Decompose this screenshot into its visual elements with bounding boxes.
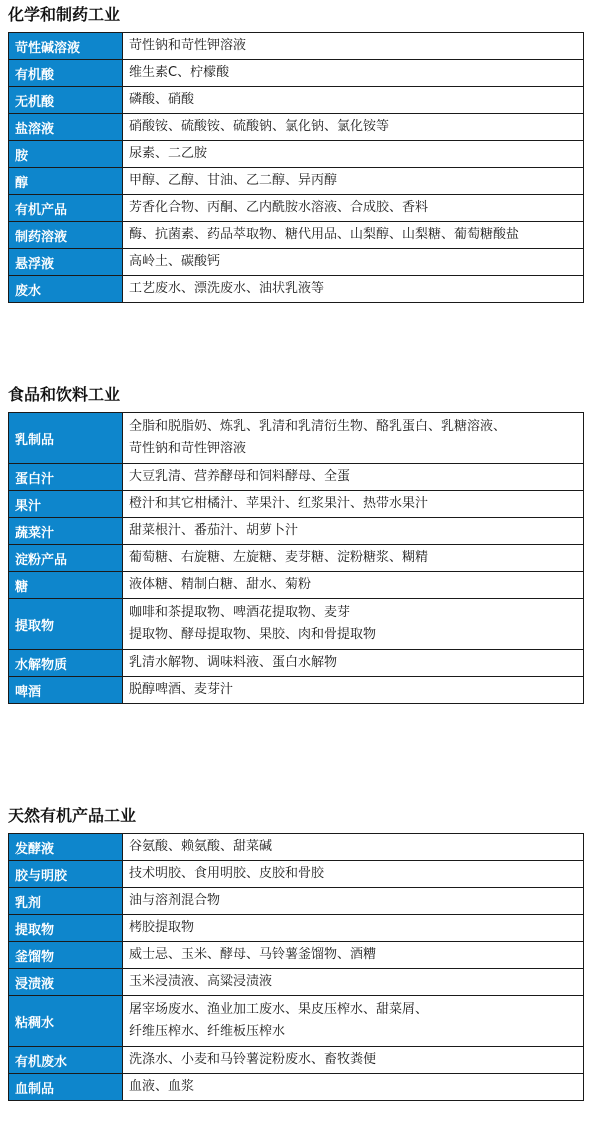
category-cell: 果汁 xyxy=(9,491,123,518)
value-cell: 橙汁和其它柑橘汁、苹果汁、红浆果汁、热带水果汁 xyxy=(123,491,584,518)
section-natural-organic xyxy=(8,805,584,1101)
section-title: 天然有机产品工业 xyxy=(8,806,137,825)
table-row xyxy=(9,572,584,599)
value-cell: 磷酸、硝酸 xyxy=(123,87,584,114)
value-cell: 油与溶剂混合物 xyxy=(123,888,584,915)
table-row xyxy=(9,888,584,915)
table-row xyxy=(9,249,584,276)
category-cell: 蔬菜汁 xyxy=(9,518,123,545)
category-cell: 有机废水 xyxy=(9,1047,123,1074)
section-title: 化学和制药工业 xyxy=(8,5,121,24)
table-row xyxy=(9,599,584,650)
value-cell: 尿素、二乙胺 xyxy=(123,141,584,168)
table-row xyxy=(9,1074,584,1101)
category-cell: 有机产品 xyxy=(9,195,123,222)
table-row xyxy=(9,413,584,464)
table-row xyxy=(9,1047,584,1074)
table-row xyxy=(9,87,584,114)
category-cell: 制药溶液 xyxy=(9,222,123,249)
category-cell: 提取物 xyxy=(9,915,123,942)
category-cell: 胺 xyxy=(9,141,123,168)
value-cell: 咖啡和茶提取物、啤酒花提取物、麦芽 提取物、酵母提取物、果胶、肉和骨提取物 xyxy=(123,599,584,650)
table-row xyxy=(9,518,584,545)
value-cell: 脱醇啤酒、麦芽汁 xyxy=(123,677,584,704)
value-cell: 维生素C、柠檬酸 xyxy=(123,60,584,87)
section-chemical xyxy=(8,4,584,303)
value-cell: 威士忌、玉米、酵母、马铃薯釜馏物、酒糟 xyxy=(123,942,584,969)
table-row xyxy=(9,942,584,969)
value-cell: 玉米浸渍液、高粱浸渍液 xyxy=(123,969,584,996)
table-row xyxy=(9,33,584,60)
category-cell: 乳剂 xyxy=(9,888,123,915)
category-cell: 淀粉产品 xyxy=(9,545,123,572)
value-cell: 工艺废水、漂洗废水、油状乳液等 xyxy=(123,276,584,303)
value-cell: 栲胶提取物 xyxy=(123,915,584,942)
value-cell: 屠宰场废水、渔业加工废水、果皮压榨水、甜菜屑、 纤维压榨水、纤维板压榨水 xyxy=(123,996,584,1047)
category-cell: 提取物 xyxy=(9,599,123,650)
table-row xyxy=(9,491,584,518)
value-cell: 血液、血浆 xyxy=(123,1074,584,1101)
table-row xyxy=(9,650,584,677)
category-cell: 废水 xyxy=(9,276,123,303)
table-row xyxy=(9,276,584,303)
value-cell: 技术明胶、食用明胶、皮胶和骨胶 xyxy=(123,861,584,888)
value-cell: 洗涤水、小麦和马铃薯淀粉废水、畜牧粪便 xyxy=(123,1047,584,1074)
table-row xyxy=(9,60,584,87)
table-row xyxy=(9,915,584,942)
category-cell: 有机酸 xyxy=(9,60,123,87)
section-title: 食品和饮料工业 xyxy=(8,385,121,404)
category-cell: 醇 xyxy=(9,168,123,195)
table-row xyxy=(9,141,584,168)
value-cell: 谷氨酸、赖氨酸、甜菜碱 xyxy=(123,834,584,861)
table-row xyxy=(9,861,584,888)
category-cell: 苛性碱溶液 xyxy=(9,33,123,60)
table-row xyxy=(9,195,584,222)
value-cell: 大豆乳清、营养酵母和饲料酵母、全蛋 xyxy=(123,464,584,491)
category-table xyxy=(8,32,584,303)
value-cell: 液体糖、精制白糖、甜水、菊粉 xyxy=(123,572,584,599)
category-cell: 盐溶液 xyxy=(9,114,123,141)
category-cell: 发酵液 xyxy=(9,834,123,861)
table-row xyxy=(9,464,584,491)
value-cell: 甲醇、乙醇、甘油、乙二醇、异丙醇 xyxy=(123,168,584,195)
category-cell: 浸渍液 xyxy=(9,969,123,996)
table-row xyxy=(9,834,584,861)
table-row xyxy=(9,677,584,704)
category-cell: 粘稠水 xyxy=(9,996,123,1047)
table-row xyxy=(9,969,584,996)
table-row xyxy=(9,545,584,572)
category-cell: 水解物质 xyxy=(9,650,123,677)
value-cell: 葡萄糖、右旋糖、左旋糖、麦芽糖、淀粉糖浆、糊精 xyxy=(123,545,584,572)
category-cell: 悬浮液 xyxy=(9,249,123,276)
value-cell: 全脂和脱脂奶、炼乳、乳清和乳清衍生物、酪乳蛋白、乳糖溶液、 苛性钠和苛性钾溶液 xyxy=(123,413,584,464)
value-cell: 酶、抗菌素、药品萃取物、糖代用品、山梨醇、山梨糖、葡萄糖酸盐 xyxy=(123,222,584,249)
category-cell: 无机酸 xyxy=(9,87,123,114)
value-cell: 硝酸铵、硫酸铵、硫酸钠、氯化钠、氯化铵等 xyxy=(123,114,584,141)
category-cell: 啤酒 xyxy=(9,677,123,704)
category-table xyxy=(8,833,584,1101)
table-row xyxy=(9,114,584,141)
table-row xyxy=(9,996,584,1047)
category-cell: 蛋白汁 xyxy=(9,464,123,491)
category-cell: 釜馏物 xyxy=(9,942,123,969)
category-cell: 胶与明胶 xyxy=(9,861,123,888)
table-row xyxy=(9,222,584,249)
category-cell: 糖 xyxy=(9,572,123,599)
value-cell: 甜菜根汁、番茄汁、胡萝卜汁 xyxy=(123,518,584,545)
section-food-beverage xyxy=(8,384,584,704)
value-cell: 高岭土、碳酸钙 xyxy=(123,249,584,276)
value-cell: 乳清水解物、调味料液、蛋白水解物 xyxy=(123,650,584,677)
value-cell: 苛性钠和苛性钾溶液 xyxy=(123,33,584,60)
category-cell: 血制品 xyxy=(9,1074,123,1101)
table-row xyxy=(9,168,584,195)
category-cell: 乳制品 xyxy=(9,413,123,464)
value-cell: 芳香化合物、丙酮、乙内酰胺水溶液、合成胶、香料 xyxy=(123,195,584,222)
category-table xyxy=(8,412,584,704)
